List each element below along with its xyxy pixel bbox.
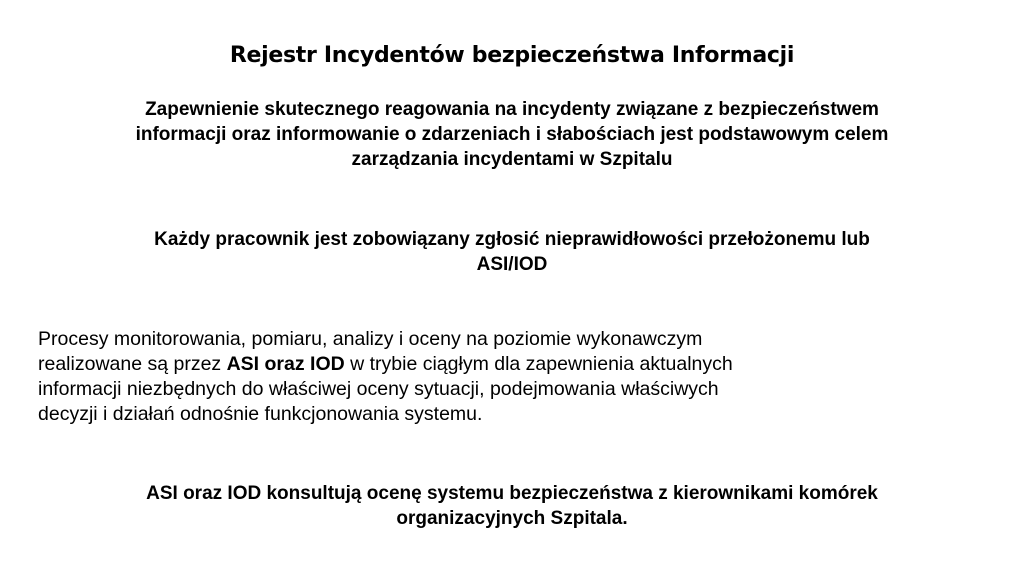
paragraph-purpose-line-1: Zapewnienie skutecznego reagowania na incydenty związane z bezpieczeństwem xyxy=(145,99,879,120)
paragraph-monitoring-line-2-start: realizowane są przez xyxy=(38,353,227,375)
paragraph-purpose-line-3: zarządzania incydentami w Szpitalu xyxy=(351,149,673,170)
paragraph-reporting-duty-line-2: ASI/IOD xyxy=(476,254,548,275)
paragraph-consultation xyxy=(36,481,988,531)
paragraph-consultation-line-2: organizacyjnych Szpitala. xyxy=(396,508,628,529)
paragraph-reporting-duty xyxy=(36,227,988,277)
slide-title: Rejestr Incydentów bezpieczeństwa Informacji xyxy=(229,43,795,68)
paragraph-monitoring-line-2-end: w trybie ciągłym dla zapewnienia aktualnych xyxy=(344,353,733,375)
paragraph-monitoring-line-2 xyxy=(38,352,988,377)
paragraph-purpose xyxy=(36,97,988,172)
paragraph-monitoring-line-4: decyzji i działań odnośnie funkcjonowania systemu. xyxy=(38,403,483,425)
paragraph-purpose-line-2: informacji oraz informowanie o zdarzeniach i słabościach jest podstawowym celem xyxy=(135,124,889,145)
paragraph-monitoring-line-1: Procesy monitorowania, pomiaru, analizy i oceny na poziomie wykonawczym xyxy=(38,328,703,350)
paragraph-monitoring-emphasis: ASI oraz IOD xyxy=(226,353,345,375)
paragraph-monitoring-line-3: informacji niezbędnych do właściwej oceny sytuacji, podejmowania właściwych xyxy=(38,378,719,400)
paragraph-monitoring xyxy=(38,327,988,427)
paragraph-consultation-line-1: ASI oraz IOD konsultują ocenę systemu bezpieczeństwa z kierownikami komórek xyxy=(146,483,878,504)
paragraph-reporting-duty-line-1: Każdy pracownik jest zobowiązany zgłosić nieprawidłowości przełożonemu lub xyxy=(154,229,870,250)
